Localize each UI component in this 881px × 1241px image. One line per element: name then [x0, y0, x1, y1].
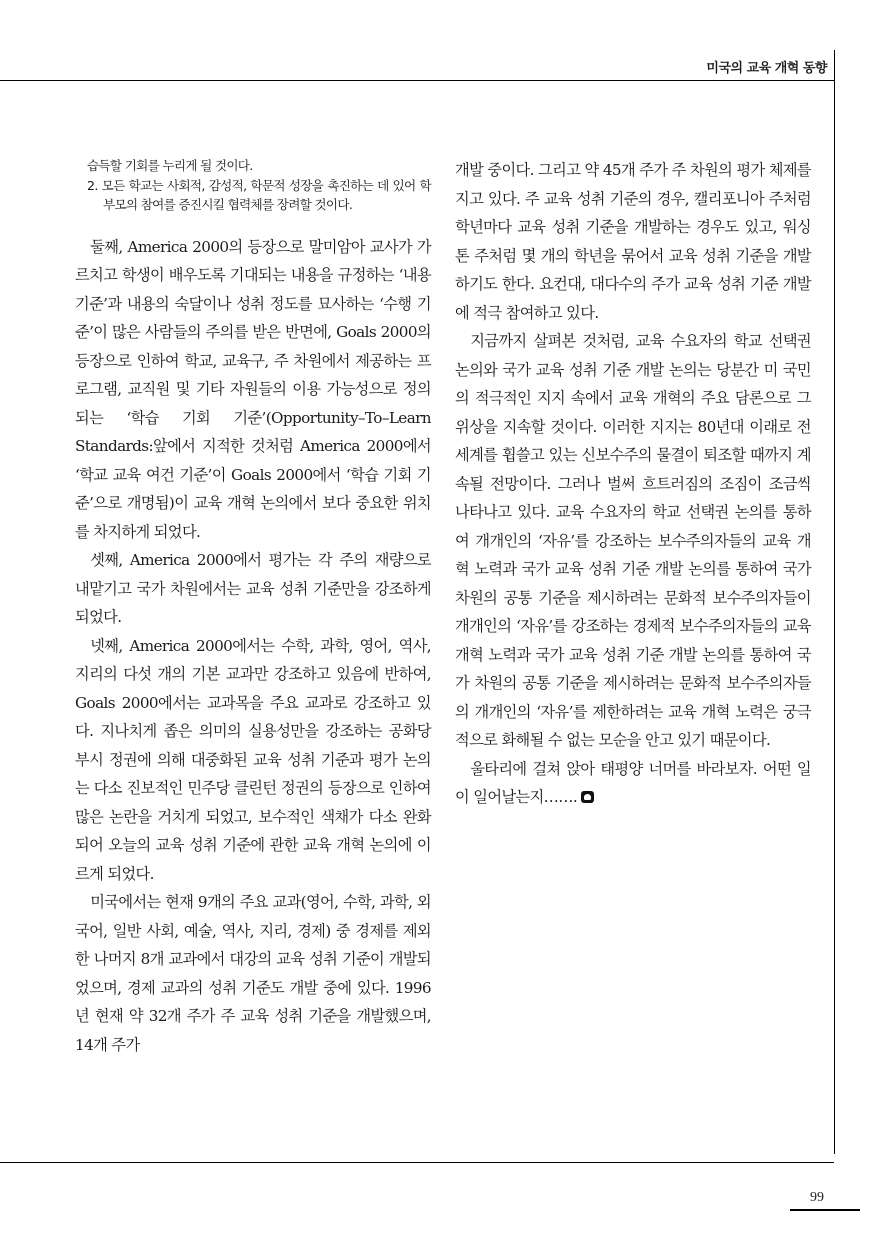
closing-sentence: 울타리에 걸쳐 앉아 태평양 너머를 바라보자. 어떤 일이 일어날는지…….	[455, 759, 811, 806]
left-paragraph-1: 둘째, America 2000의 등장으로 말미암아 교사가 가르치고 학생이 배우도록 기대되는 내용을 규정하는 ‘내용 기준’과 내용의 숙달이나 성취 정도를 묘사하는 ‘수행 기준’이 많은 사람들의 주의를 받은 반면에, Goals 2000의 등장으로 인하여 학교, 교육구, 주 차원에서 제공하는 프로그램, 교직원 및 기타 자원들의 이용 가능성으로 정의되는 ‘학습 기회 기준’(Opportunity–To–Learn Standards:앞에서 지적한 것처럼 America 2000에서 ‘학교 교육 여건 기준’이 Goals 2000에서 ‘학습 기회 기준’으로 개명됨)이 교육 개혁 논의에서 보다 중요한 위치를 차지하게 되었다.	[75, 237, 431, 541]
header-rule	[0, 80, 834, 81]
footer-rule	[0, 1162, 834, 1163]
right-paragraph-2: 지금까지 살펴본 것처럼, 교육 수요자의 학교 선택권 논의와 국가 교육 성취 기준 개발 논의는 당분간 미 국민의 적극적인 지지 속에서 교육 개혁의 주요 담론으로 그 위상을 지속할 것이다. 이러한 지지는 80년대 이래로 전세계를 휩쓸고 있는 신보수주의 물결이 퇴조할 때까지 계속될 전망이다. 그러나 벌써 흐트러짐의 조짐이 조금씩 나타나고 있다. 교육 수요자의 학교 선택권 논의를 통하여 개개인의 ‘자유’를 강조하는 보수주의자들의 교육 개혁 노력과 국가 교육 성취 기준 개발 논의를 통하여 국가 차원의 공통 기준을 제시하려는 문화적 보수주의자들이 개개인의 ‘자유’를 강조하는 경제적 보수주의자들의 교육 개혁 노력과 국가 교육 성취 기준 개발 논의를 통하여 국가 차원의 공통 기준을 제시하려는 문화적 보수주의자들의 개개인의 ‘자유’를 제한하려는 교육 개혁 노력은 궁극적으로 화해될 수 없는 모순을 안고 있기 때문이다.	[455, 332, 811, 749]
quote-item-2: 2. 모든 학교는 사회적, 감성적, 학문적 성장을 촉진하는 데 있어 학부모의 참여를 증진시킬 협력체를 장려할 것이다.	[87, 177, 431, 212]
page-number-rule	[790, 1209, 860, 1211]
right-frame-rule	[834, 50, 835, 1154]
left-paragraph-3: 넷째, America 2000에서는 수학, 과학, 영어, 역사, 지리의 다섯 개의 기본 교과만 강조하고 있음에 반하여, Goals 2000에서는 교과목을 주요 교과로 강조하고 있다. 지나치게 좁은 의미의 실용성만을 강조하는 공화당 부시 정권에 의해 대중화된 교육 성취 기준과 평가 논의는 다소 진보적인 민주당 클린턴 정권의 등장으로 인하여 많은 논란을 거치게 되었고, 보수적인 색채가 다소 완화되어 오늘의 교육 성취 기준에 관한 교육 개혁 논의에 이르게 되었다.	[75, 636, 431, 883]
left-paragraph-2: 셋째, America 2000에서 평가는 각 주의 재량으로 내맡기고 국가 차원에서는 교육 성취 기준만을 강조하게 되었다.	[75, 551, 431, 626]
quoted-goals	[75, 156, 431, 215]
end-of-article-icon	[581, 791, 594, 803]
right-paragraph-1: 개발 중이다. 그리고 약 45개 주가 주 차원의 평가 체제를 지고 있다. 주 교육 성취 기준의 경우, 캘리포니아 주처럼 학년마다 교육 성취 기준을 개발하는 경우도 있고, 워싱톤 주처럼 몇 개의 학년을 묶어서 교육 성취 기준을 개발하기도 한다. 요컨대, 대다수의 주가 교육 성취 기준 개발에 적극 참여하고 있다.	[455, 161, 811, 322]
left-column	[75, 156, 431, 1059]
quote-line: 습득할 기회를 누리게 될 것이다.	[87, 158, 253, 173]
left-paragraph-4: 미국에서는 현재 9개의 주요 교과(영어, 수학, 과학, 외국어, 일반 사회, 예술, 역사, 지리, 경제) 중 경제를 제외한 나머지 8개 교과에서 대강의 교육 성취 기준이 개발되었으며, 경제 교과의 성취 기준도 개발 중에 있다. 1996년 현재 약 32개 주가 주 교육 성취 기준을 개발했으며, 14개 주가	[75, 893, 431, 1054]
running-title: 미국의 교육 개혁 동향	[706, 61, 827, 76]
right-column	[455, 156, 811, 812]
page-number: 99	[810, 1190, 824, 1205]
right-paragraph-3	[455, 755, 811, 812]
